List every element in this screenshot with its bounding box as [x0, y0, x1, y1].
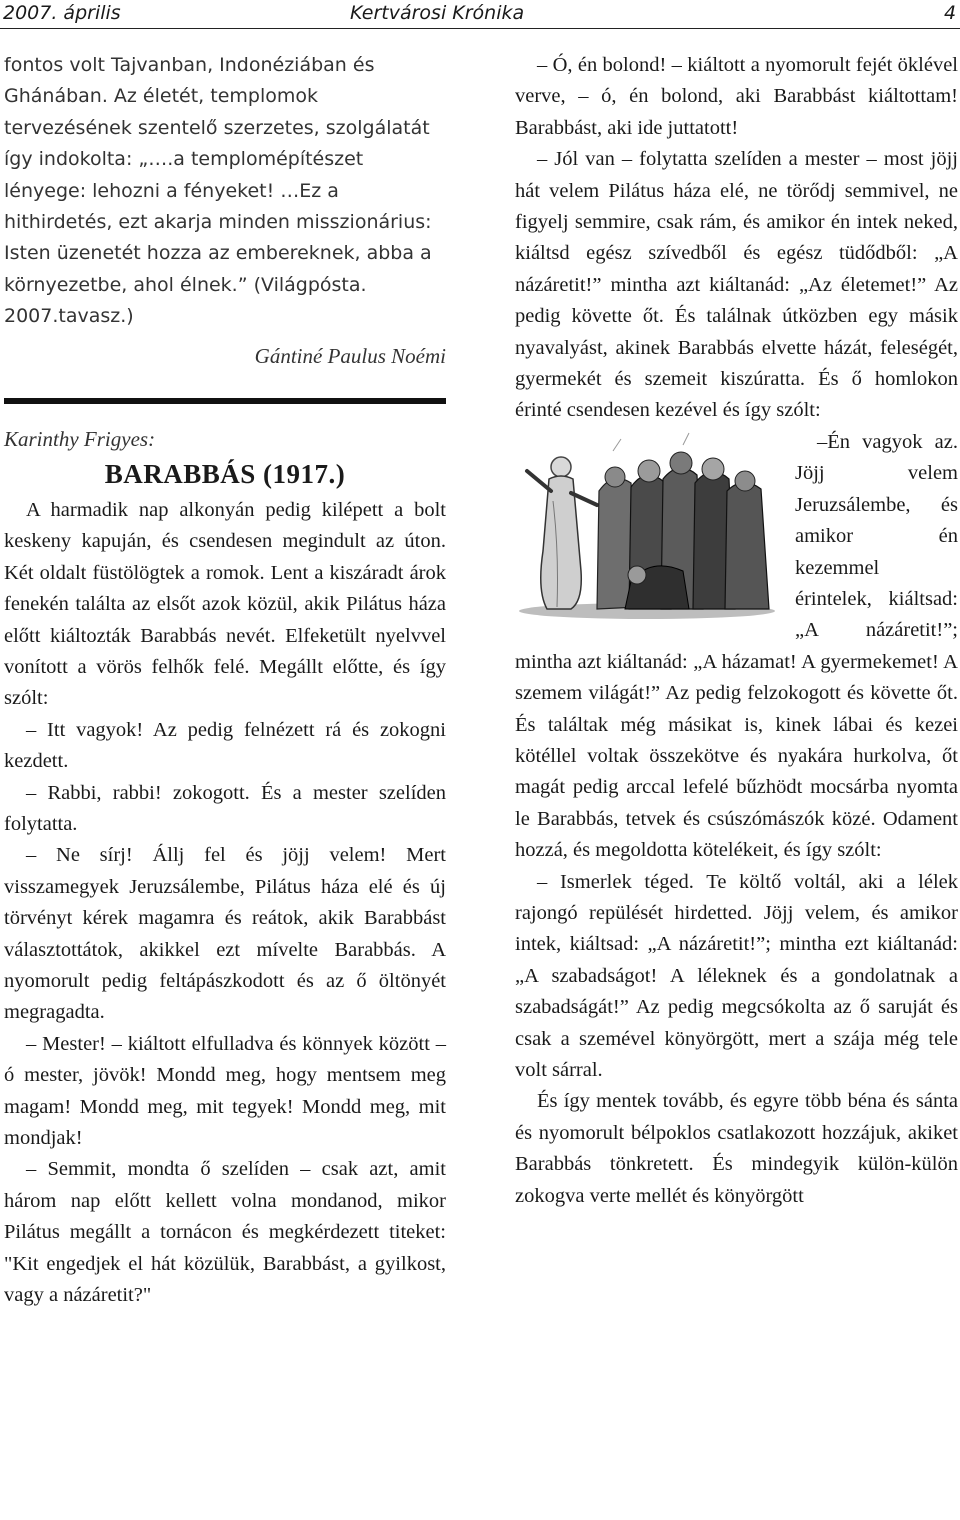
previous-article-signature: Gántiné Paulus Noémi	[254, 343, 446, 368]
article-paragraph: – Jól van – folytatta szelíden a mester – most jöjj hát velem Pilátus háza elé, ne törődj semmivel, ne figyelj semmire, csak rám, és amikor én intek neked, kiáltsd egész szívedből és egész tüdődből: „A názáretit!” mintha azt kiáltanád: „Az életemet!” Az pedig követte őt. És találnak útközben egy másik nyavalyást, akinek Barabbás elvette házát, feleségét, gyermekét és szemeit kiszúratta. És ő homlokon érinté csendesen kezével és így szólt:	[515, 148, 958, 422]
header-rule	[0, 28, 960, 29]
article-paragraph: – Rabbi, rabbi! zokogott. És a mester szelíden folytatta.	[4, 781, 446, 835]
article-title: BARABBÁS (1917.)	[104, 459, 346, 490]
header-date: 2007. április	[3, 2, 121, 24]
right-column	[515, 50, 958, 1212]
article-paragraph: – Ismerlek téged. Te költő voltál, aki a lélek rajongó repülését hirdetted. Jöjj velem, és amikor intek, kiáltsad: „A názáretit!”; mintha ezt kiáltanád: „A szabadságot! A léleknek és a gondolatnak a szabadságát!” Az pedig megcsókolta az ő saruját és csak a szemével könyörgött, mert a szája még tele volt sárral.	[515, 870, 958, 1081]
previous-article-ending: fontos volt Tajvanban, Indonéziában és Ghánában. Az életét, templomok tervezésének szentelő szerzetes, szolgálatát így indokolta: „….a templomépítészet lényege: lehozni a fényeket! …Ez a hithirdetés, ezt akarja minden misszionárius: Isten üzenetét hozza az embereknek, abba a környezetbe, ahol élnek.” (Világpósta. 2007.tavasz.)	[4, 54, 432, 328]
article-paragraph: – Itt vagyok! Az pedig felnézett rá és zokogni kezdett.	[4, 718, 446, 773]
article-paragraph: És így mentek tovább, és egyre több béna és sánta és nyomorult bélpoklos csatlakozott hozzájuk, akiket Barabbás tönkretett. És mindegyik külön-külön zokogva verte mellét és könyörgött	[515, 1090, 958, 1207]
article-byline: Karinthy Frigyes:	[4, 427, 156, 452]
left-column	[4, 50, 446, 1311]
article-paragraph: – Ne sírj! Állj fel és jöjj velem! Mert visszamegyek Jeruzsálembe, Pilátus háza elé és új törvényt kérek magamra és reátok, akik Barabbást választottátok, akikkel ezt mívelte Barabbás. A nyomorult pedig feltápászkodott és az ő öltönyét megragadta.	[4, 844, 446, 1024]
article-paragraph: – Semmit, mondta ő szelíden – csak azt, amit három nap előtt kellett volna mondanod, mikor Pilátus megállt a tornácon és megkérdezett titeket: "Kit engedjek el hát közülük, Barabbást, a gyilkost, vagy a názáretit?"	[4, 1158, 446, 1307]
page-header	[0, 0, 960, 30]
article-paragraph: – Mester! – kiáltott elfulladva és könnyek között – ó mester, jövök! Mondd meg, hogy mentsem meg magam! Mondd meg, mit tegyek! Mondd meg, mit mondjak!	[4, 1032, 446, 1149]
article-paragraph: – Ó, én bolond! – kiáltott a nyomorult fejét öklével verve, – ó, én bolond, aki Barabbást kiáltottam! Barabbást, aki ide juttatott!	[515, 54, 958, 139]
header-publication: Kertvárosi Krónika	[350, 2, 525, 24]
jesus-crowd-illustration	[513, 431, 781, 619]
article-paragraph: –Én vagyok az. Jöjj velem Jeruzsálembe, és amikor én kezemmel érintelek, kiáltsad: „A názáretit!”; mintha azt kiáltanád: „A házamat! A gyermekemet! A szemem világát!” Az pedig felzokogott és követte őt. És találtak még másikat is, kinek lábai és kezei kötéllel voltak összekötve és nyakára hurkolva, őt magát pedig arccal lefelé bűzhödt mocsárba nyomta le Barabbás, tetvek és csúszómászók közé. Odament hozzá, és megoldotta kötelékeit, és így szólt:	[515, 430, 958, 862]
article-divider	[4, 398, 446, 404]
header-page-number: 4	[944, 2, 957, 24]
article-paragraph: A harmadik nap alkonyán pedig kilépett a bolt keskeny kapuján, és csendesen megindult az úton. Két oldalt füstölögtek a romok. Lent a kiszáradt árok fenekén találta az elsőt azok közül, akik Pilátus háza előtt kiáltozták Barabbás nevét. Elfeketült nyelvvel vonított a vörös felhők felé. Megállt előtte, és így szólt:	[4, 498, 446, 710]
